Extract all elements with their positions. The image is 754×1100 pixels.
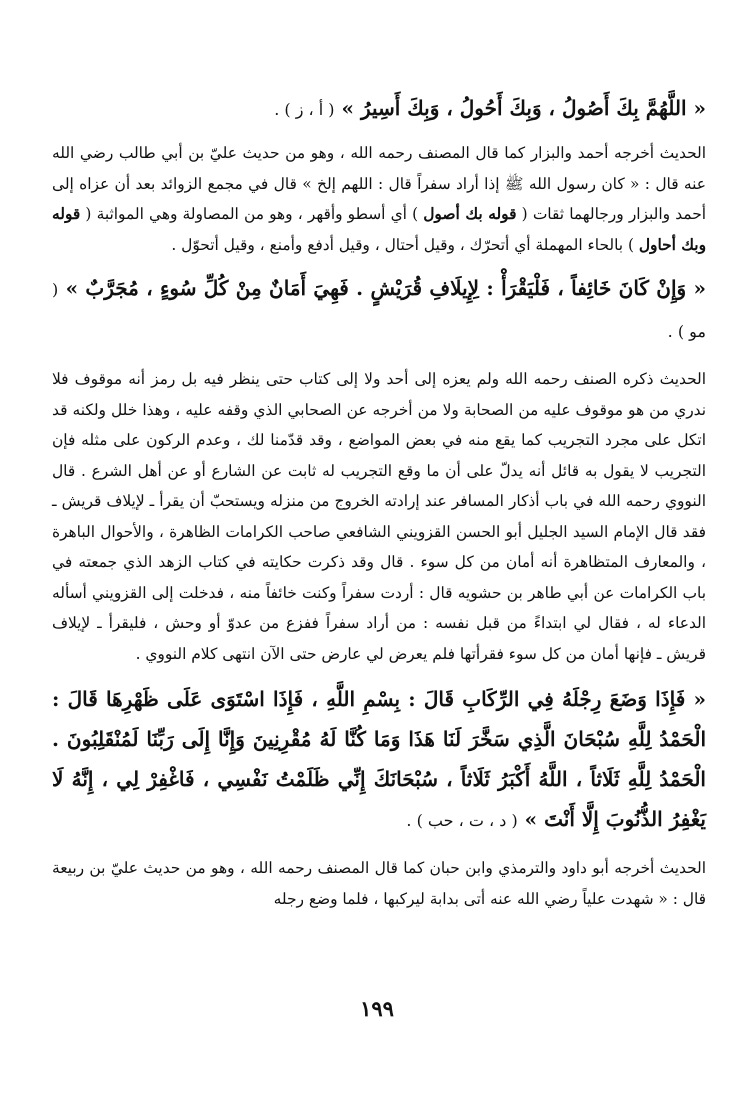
hadith-text [52,679,706,841]
hadith-text [52,268,706,352]
hadith-matn: « وَإِنْ كَانَ خَائِفاً ، فَلْيَقْرَأْ : لِإِيلَافِ قُرَيْشٍ . فَهِيَ أَمَانٌ مِنْ كُلِّ سُوءٍ ، مُجَرَّبٌ » [65,276,707,300]
commentary-paragraph [52,138,706,260]
commentary-text: ) أي أسطو وأقهر ، وهو من المصاولة وهي المواثبة ( [85,205,419,223]
book-page [52,82,706,914]
hadith-matn: « اللَّهُمَّ بِكَ أَصُولُ ، وَبِكَ أَحُولُ ، وَبِكَ أَسِيرُ » [341,96,706,120]
commentary-lemma: قوله بك أصول [423,205,517,223]
hadith-text [52,88,706,130]
hadith-source-codes: ( مو ) . [52,280,706,341]
hadith-matn: « فَإِذَا وَضَعَ رِجْلَهُ فِي الرِّكَابِ قَالَ : بِسْمِ اللَّهِ ، فَإِذَا اسْتَوَى عَلَى ظَهْرِهَا قَالَ : الْحَمْدُ لِلَّهِ سُبْحَانَ الَّذِي سَخَّرَ لَنَا هَذَا وَمَا كُنَّا لَهُ مُقْرِنِينَ وَإِنَّا إِلَى رَبِّنَا لَمُنْقَلِبُونَ . الْحَمْدُ لِلَّهِ ثَلَاثاً ، اللَّهُ أَكْبَرُ ثَلَاثاً ، سُبْحَانَكَ إِنِّي ظَلَمْتُ نَفْسِي ، فَاغْفِرْ لِي ، إِنَّهُ لَا يَغْفِرُ الذُّنُوبَ إِلَّا أَنْتَ » [52,687,706,831]
commentary-paragraph: الحديث أخرجه أبو داود والترمذي وابن حبان كما قال المصنف رحمه الله ، وهو من حديث عليّ بن ربيعة قال : « شهدت علياً رضي الله عنه أتى بدابة ليركبها ، فلما وضع رجله [52,859,706,908]
hadith-source-codes: ( أ ، ز ) . [274,100,335,119]
commentary-text: الحديث أخرجه أحمد والبزار كما قال المصنف رحمه الله ، وهو من حديث عليّ بن أبي طالب رضي الله عنه قال : « كان رسول الله ﷺ إذا أراد سفراً قال : اللهم إلخ » قال في مجمع الزوائد بعد أن عزاه إلى أحمد والبزار ورجالهما ثقات ( [52,144,706,223]
page-number: ١٩٩ [360,996,394,1021]
commentary-text: ) بالحاء المهملة أي أتحرّك ، وقيل أحتال ، وقيل أدفع وأمنع ، وقيل أتحوّل . [171,235,634,254]
commentary-lemma: قوله وبك أحاول [52,205,706,254]
hadith-source-codes: ( د ، ت ، حب ) . [406,811,518,830]
commentary-paragraph: الحديث ذكره الصنف رحمه الله ولم يعزه إلى أحد ولا إلى كتاب حتى ينظر فيه بل رمز أنه موقوف فلا ندري من هو موقوف عليه من الصحابة ولا من أخرجه عن الصحابي الذي وقفه عليه ، وهذا خلل ولكنه قد اتكل على مجرد التجريب كما يقع منه في بعض المواضع ، وقد قدّمنا لك ، وعدم الركون على مثله فإن التجريب لا يقول به قائل أنه يدلّ على أن ما وقع التجريب له ثابت عن الشارع أو عن أهل الشرع . قال النووي رحمه الله في باب أذكار المسافر عند إرادته الخروج من منزله ويستحبّ أن يقرأ ـ لإيلاف قريش ـ فقد قال الإمام السيد الجليل أبو الحسن القزويني الشافعي صاحب الكرامات الظاهرة ، والأحوال الباهرة ، والمعارف المتظاهرة أنه أمان من كل سوء . قال وقد ذكرت حكايته في كتاب الزهد الذي جمعته في باب الكرامات عن أبي طاهر بن حشويه قال : أردت سفراً وكنت خائفاً منه ، فدخلت إلى القزويني أسأله الدعاء له ، فقال لي ابتداءً من قبل نفسه : من أراد سفراً ففزع من عدوّ أو وحش ، فليقرأ ـ لإيلاف قريش ـ فإنها أمان من كل سوء فقرأتها فلم يعرض لي عارض حتى الآن انتهى كلام النووي . [52,370,706,663]
